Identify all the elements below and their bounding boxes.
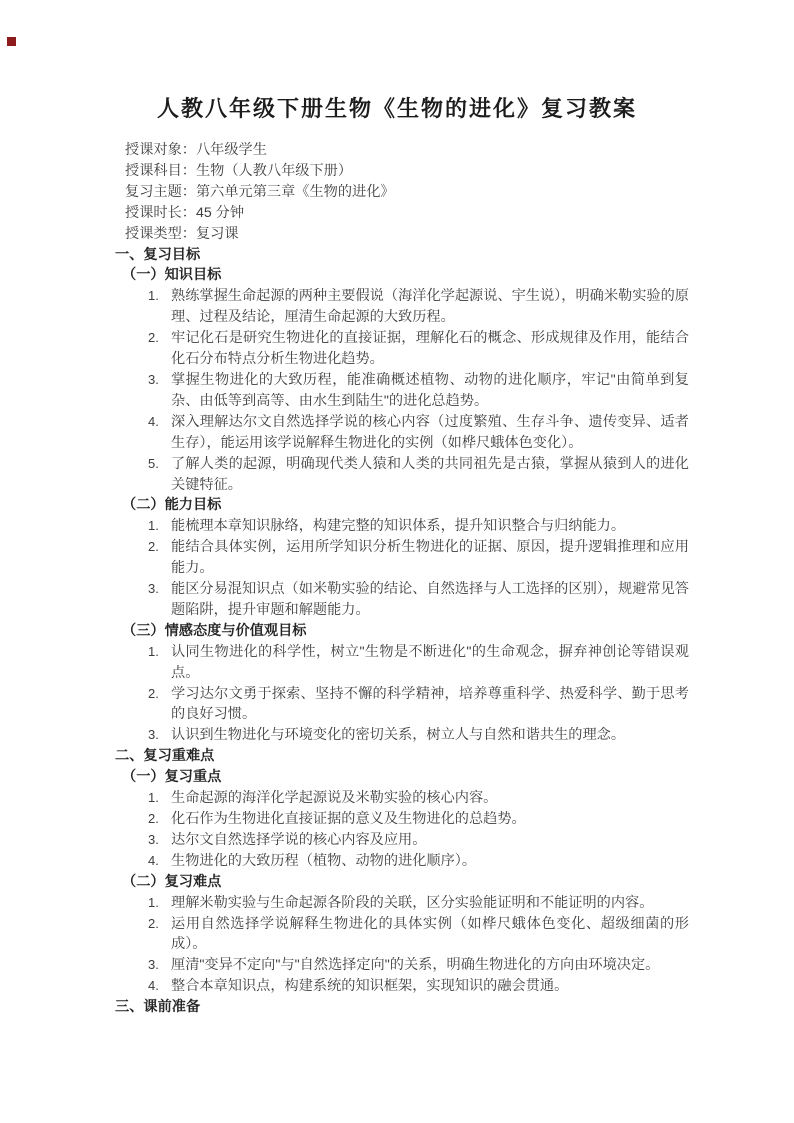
meta-line — [125, 161, 689, 182]
meta-value: 45 分钟 — [195, 204, 245, 221]
list-item-number: 3. — [148, 581, 159, 597]
list-item — [125, 370, 689, 412]
list-item-text: 熟练掌握生命起源的两种主要假说（海洋化学起源说、宇生说），明确米勒实验的原理、过程及结论，厘清生命起源的大致历程。 — [171, 288, 689, 326]
list-item-number: 4. — [148, 852, 159, 868]
meta-value: 生物（人教八年级下册） — [195, 162, 353, 179]
list-item — [125, 914, 689, 956]
list-item-number: 2. — [148, 330, 159, 346]
subsection-heading: （二）复习难点 — [122, 873, 222, 890]
list-item — [125, 830, 689, 851]
document-body — [115, 245, 689, 1019]
list-item-text: 学习达尔文勇于探索、坚持不懈的科学精神，培养尊重科学、热爱科学、勤于思考的良好习惯。 — [171, 685, 689, 723]
list-item-text: 深入理解达尔文自然选择学说的核心内容（过度繁殖、生存斗争、遗传变异、适者生存），能运用该学说解释生物进化的实例（如桦尺蛾体色变化）。 — [171, 413, 689, 451]
list-item-text: 理解米勒实验与生命起源各阶段的关联，区分实验能证明和不能证明的内容。 — [171, 894, 654, 911]
list-item — [125, 788, 689, 809]
list-item-text: 生命起源的海洋化学起源说及米勒实验的核心内容。 — [171, 790, 498, 807]
list-item — [125, 516, 689, 537]
subsection-heading: （三）情感态度与价值观目标 — [122, 622, 307, 639]
list-item-number: 1. — [148, 518, 159, 534]
list-item-number: 1. — [148, 790, 159, 806]
list-item — [125, 809, 689, 830]
list-item-text: 整合本章知识点，构建系统的知识框架，实现知识的融会贯通。 — [171, 978, 569, 995]
list-item-text: 了解人类的起源，明确现代类人猿和人类的共同祖先是古猿，掌握从猿到人的进化关键特征。 — [171, 455, 689, 493]
meta-line — [125, 140, 689, 161]
subsection-heading: （一）知识目标 — [122, 267, 222, 284]
meta-label: 授课科目： — [125, 162, 196, 179]
list-item — [125, 412, 689, 454]
list-item-text: 化石作为生物进化直接证据的意义及生物进化的总趋势。 — [171, 811, 526, 827]
list-item — [125, 579, 689, 621]
list-item-text: 能结合具体实例，运用所学知识分析生物进化的证据、原因，提升逻辑推理和应用能力。 — [171, 539, 689, 577]
meta-line — [125, 224, 689, 245]
list-item-number: 3. — [148, 831, 159, 847]
list-item-text: 能区分易混知识点（如米勒实验的结论、自然选择与人工选择的区别），规避常见答题陷阱，提升审题和解题能力。 — [171, 581, 689, 618]
list-item-number: 3. — [148, 957, 159, 973]
list-item-number: 2. — [148, 539, 159, 555]
meta-label: 复习主题： — [125, 183, 196, 200]
corner-marker-icon — [7, 37, 16, 46]
meta-block — [125, 140, 689, 245]
list-item — [125, 976, 689, 997]
meta-label: 授课时长： — [125, 204, 196, 221]
list-item — [125, 684, 689, 726]
section-heading: 二、复习重难点 — [115, 748, 215, 765]
list-item — [125, 286, 689, 328]
list-item-text: 掌握生物进化的大致历程，能准确概述植物、动物的进化顺序，牢记"由简单到复杂、由低等到高等、由水生到陆生"的进化总趋势。 — [171, 371, 689, 409]
list-item — [125, 725, 689, 746]
list-item-number: 1. — [148, 288, 159, 304]
page-title: 人教八年级下册生物《生物的进化》复习教案 — [156, 96, 637, 121]
list-item-text: 运用自然选择学说解释生物进化的具体实例（如桦尺蛾体色变化、超级细菌的形成）。 — [171, 915, 689, 953]
list-item-number: 4. — [148, 978, 159, 994]
subsection-heading: （一）复习重点 — [122, 769, 222, 786]
list-item-text: 生物进化的大致历程（植物、动物的进化顺序）。 — [171, 852, 477, 869]
list-item — [125, 328, 689, 370]
meta-line — [125, 203, 689, 224]
list-item-number: 1. — [148, 643, 159, 659]
list-item — [125, 454, 689, 496]
subsection-heading: （二）能力目标 — [122, 497, 222, 514]
meta-line — [125, 182, 689, 203]
list-item-number: 2. — [148, 811, 159, 826]
list-item-number: 1. — [148, 894, 159, 910]
list-item-number: 2. — [148, 685, 159, 701]
meta-label: 授课对象： — [125, 142, 196, 158]
list-item-number: 3. — [148, 727, 159, 743]
list-item-text: 认识到生物进化与环境变化的密切关系，树立人与自然和谐共生的理念。 — [171, 727, 626, 744]
document-content — [115, 140, 689, 1018]
meta-value: 第六单元第三章《生物的进化》 — [195, 183, 395, 200]
list-item — [125, 893, 689, 914]
section-heading: 三、课前准备 — [115, 999, 201, 1016]
list-item-text: 达尔文自然选择学说的核心内容及应用。 — [171, 831, 427, 848]
list-item-text: 认同生物进化的科学性，树立"生物是不断进化"的生命观念，摒弃神创论等错误观点。 — [171, 643, 689, 681]
list-item-text: 厘清"变异不定向"与"自然选择定向"的关系，明确生物进化的方向由环境决定。 — [171, 957, 660, 974]
list-item-number: 5. — [148, 455, 159, 471]
section-heading: 一、复习目标 — [115, 246, 201, 263]
meta-value: 八年级学生 — [195, 142, 267, 158]
list-item-number: 2. — [148, 915, 159, 931]
meta-value: 复习课 — [195, 225, 239, 242]
list-item-number: 3. — [148, 371, 159, 387]
list-item — [125, 955, 689, 976]
list-item — [125, 537, 689, 579]
list-item — [125, 642, 689, 684]
list-item — [125, 851, 689, 872]
meta-label: 授课类型： — [125, 225, 196, 242]
list-item-number: 4. — [148, 413, 159, 429]
list-item-text: 牢记化石是研究生物进化的直接证据，理解化石的概念、形成规律及作用，能结合化石分布特点分析生物进化趋势。 — [171, 330, 689, 368]
list-item-text: 能梳理本章知识脉络，构建完整的知识体系，提升知识整合与归纳能力。 — [171, 518, 626, 535]
